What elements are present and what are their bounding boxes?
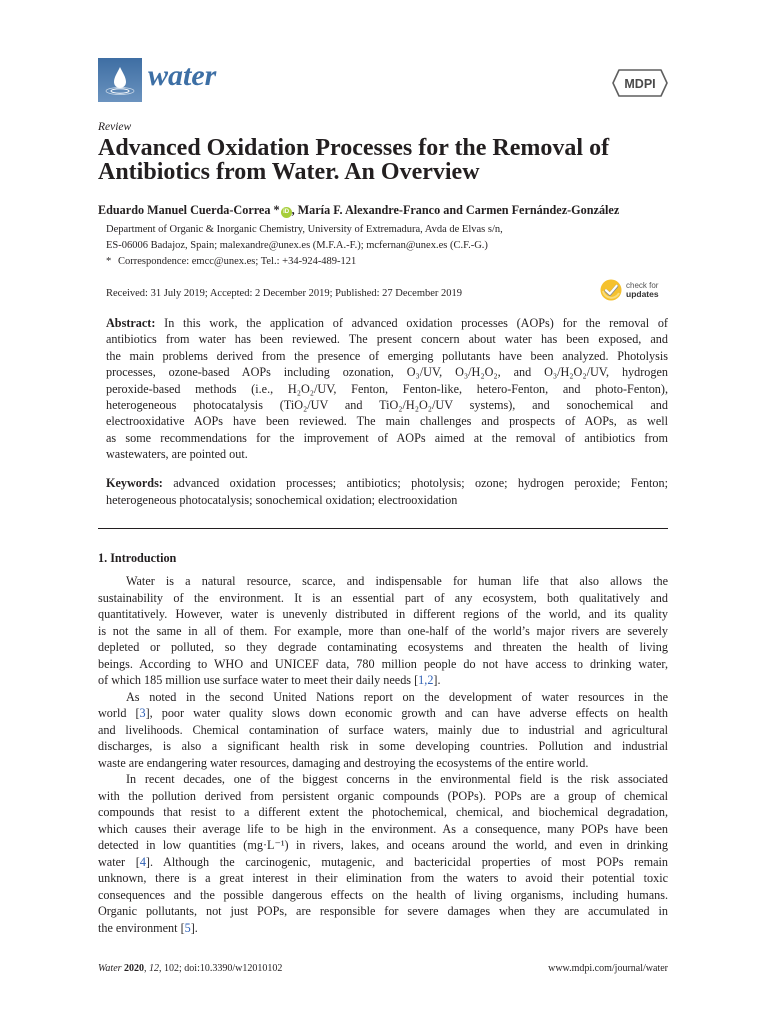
- journal-url-link[interactable]: www.mdpi.com/journal/water: [548, 963, 668, 974]
- body-text-line: Organic pollutants, not just POPs, are responsible for severe damages when they are accumulated in: [98, 904, 668, 918]
- text-run: ,: [144, 963, 150, 974]
- body-text-line: In recent decades, one of the biggest concerns in the environmental field is the risk associated: [126, 772, 668, 786]
- section-heading: 1. Introduction: [98, 551, 177, 565]
- body-text-line: Water is a natural resource, scarce, and indispensable for human life that also allows the: [126, 574, 668, 588]
- section-divider: [98, 528, 668, 529]
- body-paragraph: [98, 689, 668, 772]
- abstract-line: heterogeneous photocatalysis (TiO₂/UV and TiO₂/H₂O₂/UV systems), and sonochemical and: [106, 397, 668, 412]
- bold-label: Abstract:: [106, 316, 156, 330]
- abstract-line: as some recommendations for the improvement of AOPs aimed at the removal of antibiotics from: [106, 430, 668, 445]
- body-text-line: beings. According to WHO and UNICEF data, 780 million people do not have access to drinking water,: [98, 656, 668, 671]
- check-for-updates-badge[interactable]: [600, 278, 670, 302]
- body-text-line: discharges, is also a significant health risk in some developing countries. Pollution and industrial: [98, 739, 668, 753]
- publication-dates: Received: 31 July 2019; Accepted: 2 December 2019; Published: 27 December 2019: [106, 288, 463, 299]
- body-paragraph: [98, 573, 668, 689]
- footer-citation: [98, 962, 282, 976]
- body-text-line: and livelihoods. Chemical contamination of surface waters, mainly due to industrial and agricultural: [98, 722, 668, 737]
- body-text-line: consequences and the possible dangerous effects on the health of living organisms, including humans.: [98, 887, 668, 902]
- correspondence-mark: *: [106, 256, 112, 267]
- text-run: water [: [98, 854, 140, 869]
- text-run: ], poor water quality slows down economic growth and can have adverse effects on health: [145, 706, 668, 720]
- correspondence: [106, 254, 668, 270]
- affiliation-line: Department of Organic & Inorganic Chemistry, University of Extremadura, Avda de Elvas s/n,: [106, 224, 503, 235]
- body-text-line: [98, 920, 668, 937]
- correspondence-text: Correspondence: emcc@unex.es; Tel.: +34-924-489-121: [118, 256, 357, 267]
- journal-name[interactable]: water: [148, 59, 217, 92]
- body-text-line: [98, 854, 668, 871]
- body-text-line: sustainability of the environment. It is an essential part of any ecosystem, both qualitatively and: [98, 590, 668, 605]
- italic-text: Water: [98, 963, 122, 974]
- body-text-line: detected in low quantities (mg·L⁻¹) in rivers, lakes, and oceans around the world, and even in drinking: [98, 838, 668, 852]
- body-text-line: waste are endangering water resources, damaging and destroying the ecosystems of the entire world.: [98, 755, 589, 770]
- text-run: advanced oxidation processes; antibiotics; photolysis; ozone; hydrogen peroxide; Fenton;: [162, 476, 668, 490]
- body-text-line: [98, 705, 668, 722]
- text-run: , 102; doi:10.3390/w12010102: [159, 963, 283, 974]
- text-run: world [: [98, 706, 140, 720]
- body-text-line: [98, 672, 668, 689]
- author-name: Eduardo Manuel Cuerda-Correa *: [98, 203, 280, 217]
- introduction-body: [98, 573, 668, 936]
- abstract: [106, 315, 668, 463]
- check-mark-icon: [600, 279, 622, 301]
- citation-link[interactable]: 5: [184, 920, 191, 935]
- abstract-line: [106, 315, 668, 331]
- bold-label: 2020: [121, 963, 145, 974]
- text-run: ]. Although the carcinogenic, mutagenic, and bactericidal properties of most POPs remain: [145, 854, 669, 869]
- check-for-label: check for: [626, 281, 659, 290]
- article-type: Review: [98, 121, 132, 133]
- bold-label: Keywords:: [106, 476, 163, 490]
- keywords-line: [106, 475, 668, 492]
- text-run: ].: [433, 673, 441, 687]
- body-text-line: depleted or polluted, so they degrade contaminating ecosystems and threaten the health of living: [98, 640, 668, 654]
- publisher-logo-text: MDPI: [624, 77, 656, 91]
- text-run: the environment [: [98, 920, 185, 935]
- citation-link[interactable]: 1,2: [418, 673, 434, 687]
- affiliation: [106, 222, 668, 270]
- journal-logo-graphic: [98, 58, 142, 102]
- author-names: , María F. Alexandre-Franco and Carmen Fernández-González: [291, 203, 620, 217]
- body-text-line: As noted in the second United Nations report on the development of water resources in the: [126, 689, 668, 704]
- citation-link[interactable]: 3: [139, 706, 146, 720]
- author-list: [98, 202, 619, 218]
- keywords: [106, 475, 668, 509]
- abstract-line: wastewaters, are pointed out.: [106, 447, 248, 462]
- abstract-line: the main problems derived from the presence of emerging pollutants have been analyzed. Photolysis: [106, 348, 668, 363]
- body-text-line: unknown, there is a great interest in their elimination from the waters to avoid their potential toxic: [98, 871, 668, 885]
- text-run: ].: [190, 920, 198, 935]
- abstract-line: processes, ozone-based AOPs including ozonation, O₃/UV, O₃/H₂O₂, and O₃/H₂O₂/UV, hydrogen: [106, 365, 668, 380]
- citation-link[interactable]: 4: [139, 854, 146, 869]
- body-text-line: which causes their average life to be high in the environment. As a consequence, many POPs have been: [98, 821, 668, 836]
- body-text-line: with the pollution derived from persistent organic compounds (POPs). POPs are a group of chemical: [98, 788, 668, 803]
- affiliation-line: ES-06006 Badajoz, Spain; malexandre@unex.es (M.F.A.-F.); mcfernan@unex.es (C.F.-G.): [106, 240, 488, 251]
- page-footer: [98, 962, 668, 976]
- abstract-line: peroxide-based methods (i.e., H₂O₂/UV, Fenton, Fenton-like, hetero-Fenton, and photo-Fenton),: [106, 381, 668, 396]
- text-run: In this work, the application of advanced oxidation processes (AOPs) for the removal of: [155, 316, 668, 330]
- publisher-logo[interactable]: [611, 68, 669, 98]
- body-text-line: compounds that resist to a different extent the photochemical, chemical, and biochemical degradation,: [98, 805, 668, 819]
- body-text-line: quantitatively. However, water is unevenly distributed in different regions of the world, and its quality: [98, 607, 668, 621]
- water-drop-icon[interactable]: [98, 58, 142, 102]
- text-run: of which 185 million use surface water to meet their daily needs [: [98, 673, 419, 687]
- italic-text: 12: [149, 963, 160, 974]
- body-paragraph: [98, 771, 668, 936]
- check-for-updates-label: [626, 281, 659, 299]
- article-title: Advanced Oxidation Processes for the Removal of Antibiotics from Water. An Overview: [98, 135, 610, 185]
- updates-label: updates: [626, 289, 659, 299]
- body-text-line: is not the same in all of them. For example, more than one-half of the world’s major rivers are severely: [98, 623, 668, 638]
- keywords-line: heterogeneous photocatalysis; sonochemical oxidation; electrooxidation: [106, 493, 458, 507]
- abstract-line: antibiotics from water has been reviewed. The present concern about water has been exposed, and: [106, 332, 668, 347]
- abstract-line: electrooxidative AOPs have been reviewed. The main challenges and prospects of AOPs, as well: [106, 414, 668, 429]
- orcid-icon[interactable]: iD: [281, 207, 292, 218]
